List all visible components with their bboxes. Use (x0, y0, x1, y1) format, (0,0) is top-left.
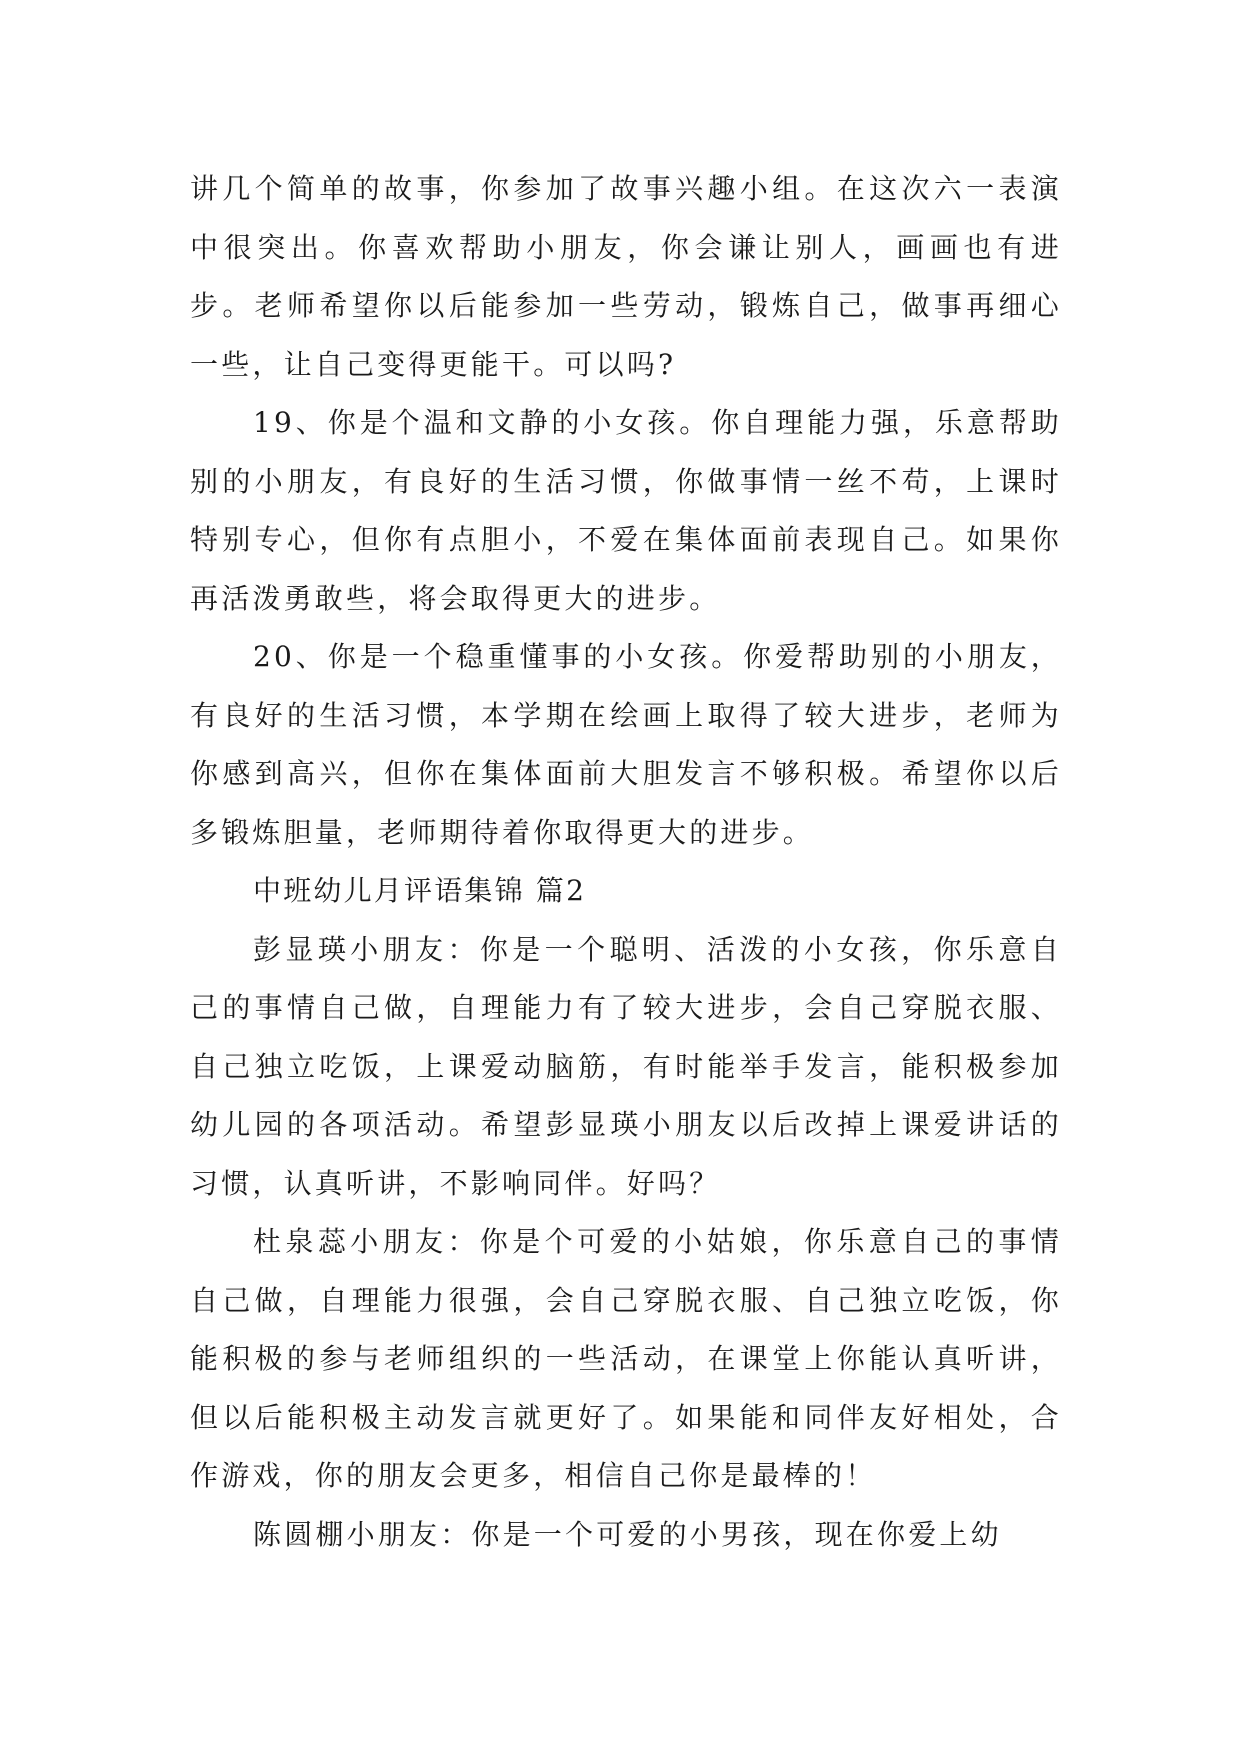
section-heading: 中班幼儿月评语集锦 篇2 (253, 874, 587, 907)
paragraph-peng-xianying: 彭显瑛小朋友：你是一个聪明、活泼的小女孩，你乐意自己的事情自己做，自理能力有了较大进步，会自己穿脱衣服、自己独立吃饭，上课爱动脑筋，有时能举手发言，能积极参加幼儿园的各项活动。希望彭显瑛小朋友以后改掉上课爱讲话的习惯，认真听讲，不影响同伴。好吗？ (190, 932, 1062, 1200)
document-body (190, 160, 1062, 1564)
paragraph-item-20: 20、你是一个稳重懂事的小女孩。你爱帮助别的小朋友，有良好的生活习惯，本学期在绘画上取得了较大进步，老师为你感到高兴，但你在集体面前大胆发言不够积极。希望你以后多锻炼胆量，老师期待着你取得更大的进步。 (190, 640, 1062, 849)
paragraph-item-19: 19、你是个温和文静的小女孩。你自理能力强，乐意帮助别的小朋友，有良好的生活习惯，你做事情一丝不苟，上课时特别专心，但你有点胆小，不爱在集体面前表现自己。如果你再活泼勇敢些，将会取得更大的进步。 (190, 406, 1062, 615)
paragraph-continuation: 讲几个简单的故事，你参加了故事兴趣小组。在这次六一表演中很突出。你喜欢帮助小朋友，你会谦让别人，画画也有进步。老师希望你以后能参加一些劳动，锻炼自己，做事再细心一些，让自己变得更能干。可以吗? (190, 172, 1062, 381)
paragraph-chen-yuanpeng: 陈圆棚小朋友：你是一个可爱的小男孩，现在你爱上幼 (253, 1517, 1002, 1551)
paragraph-du-quanrui: 杜泉蕊小朋友：你是个可爱的小姑娘，你乐意自己的事情自己做，自理能力很强，会自己穿脱衣服、自己独立吃饭，你能积极的参与老师组织的一些活动，在课堂上你能认真听讲，但以后能积极主动发言就更好了。如果能和同伴友好相处，合作游戏，你的朋友会更多，相信自己你是最棒的！ (190, 1225, 1062, 1492)
